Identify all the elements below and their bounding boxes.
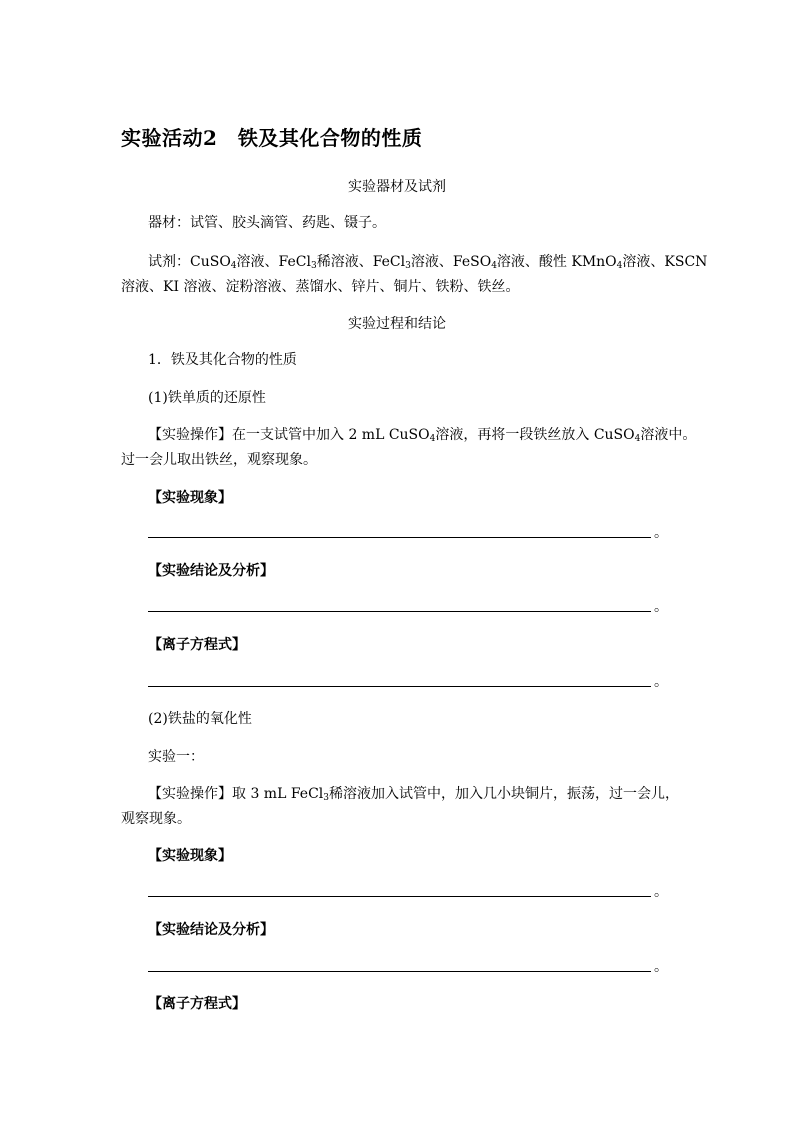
reagents-subscript: 4 <box>230 261 237 271</box>
operation-subscript: 4 <box>429 434 436 444</box>
reagents-subscript: 3 <box>310 261 317 271</box>
heading-properties: 1．铁及其化合物的性质 <box>148 352 297 368</box>
reagents-text-b: 溶液、FeCl <box>236 254 311 270</box>
operation-text: 【实验操作】取 3 mL FeCl <box>148 786 324 802</box>
answer-blank-conclusion-2[interactable] <box>148 971 651 972</box>
answer-blank-conclusion-1[interactable] <box>148 611 651 612</box>
experiment-one-label: 实验一： <box>148 749 204 765</box>
ionic-equation-label-2: 【离子方程式】 <box>148 996 246 1012</box>
period-mark: 。 <box>654 599 668 615</box>
page-title: 实验活动2 铁及其化合物的性质 <box>121 126 423 150</box>
period-mark: 。 <box>654 959 668 975</box>
answer-blank-phenomenon-2[interactable] <box>148 896 651 897</box>
section-heading-materials: 实验器材及试剂 <box>348 179 446 195</box>
answer-blank-phenomenon-1[interactable] <box>148 537 651 538</box>
period-mark: 。 <box>654 884 668 900</box>
operation-text: 稀溶液加入试管中，加入几小块铜片，振荡，过一会儿， <box>329 786 679 802</box>
operation-text: 溶液中。 <box>640 427 697 443</box>
operation-2-line-1 <box>148 783 679 803</box>
conclusion-label-1: 【实验结论及分析】 <box>148 563 274 579</box>
phenomenon-label-2: 【实验现象】 <box>148 848 232 864</box>
reagents-line-1 <box>148 251 707 271</box>
operation-text: 【实验操作】在一支试管中加入 2 mL CuSO <box>148 427 430 443</box>
subheading-iron-reducing: (1)铁单质的还原性 <box>148 390 266 406</box>
reagents-subscript: 4 <box>491 261 497 271</box>
ionic-equation-label-1: 【离子方程式】 <box>148 637 246 653</box>
reagents-text-c: 稀溶液、FeCl <box>316 254 406 270</box>
subheading-ferric-oxidizing: (2)铁盐的氧化性 <box>148 711 252 727</box>
operation-text: 溶液，再将一段铁丝放入 CuSO <box>435 427 635 443</box>
reagents-subscript: 4 <box>616 261 623 271</box>
phenomenon-label-1: 【实验现象】 <box>148 490 232 506</box>
period-mark: 。 <box>654 525 668 541</box>
reagents-text-a: 试剂：CuSO <box>148 254 231 270</box>
operation-subscript: 4 <box>634 434 641 444</box>
operation-1-line-1 <box>148 424 696 444</box>
operation-subscript: 3 <box>323 793 329 803</box>
operation-2-line-2: 观察现象。 <box>121 811 191 827</box>
period-mark: 。 <box>654 674 668 690</box>
section-heading-process: 实验过程和结论 <box>348 316 446 332</box>
reagents-text-e: 溶液、酸性 KMnO <box>496 254 617 270</box>
reagents-line-2: 溶液、KI 溶液、淀粉溶液、蒸馏水、锌片、铜片、铁粉、铁丝。 <box>121 279 520 295</box>
equipment-text: 器材：试管、胶头滴管、药匙、镊子。 <box>148 215 386 231</box>
reagents-subscript: 3 <box>405 261 411 271</box>
operation-1-line-2: 过一会儿取出铁丝，观察现象。 <box>121 452 317 468</box>
conclusion-label-2: 【实验结论及分析】 <box>148 922 274 938</box>
reagents-text-f: 溶液、KSCN <box>622 254 708 270</box>
reagents-text-d: 溶液、FeSO <box>410 254 492 270</box>
answer-blank-ionic-equation-1[interactable] <box>148 686 651 687</box>
